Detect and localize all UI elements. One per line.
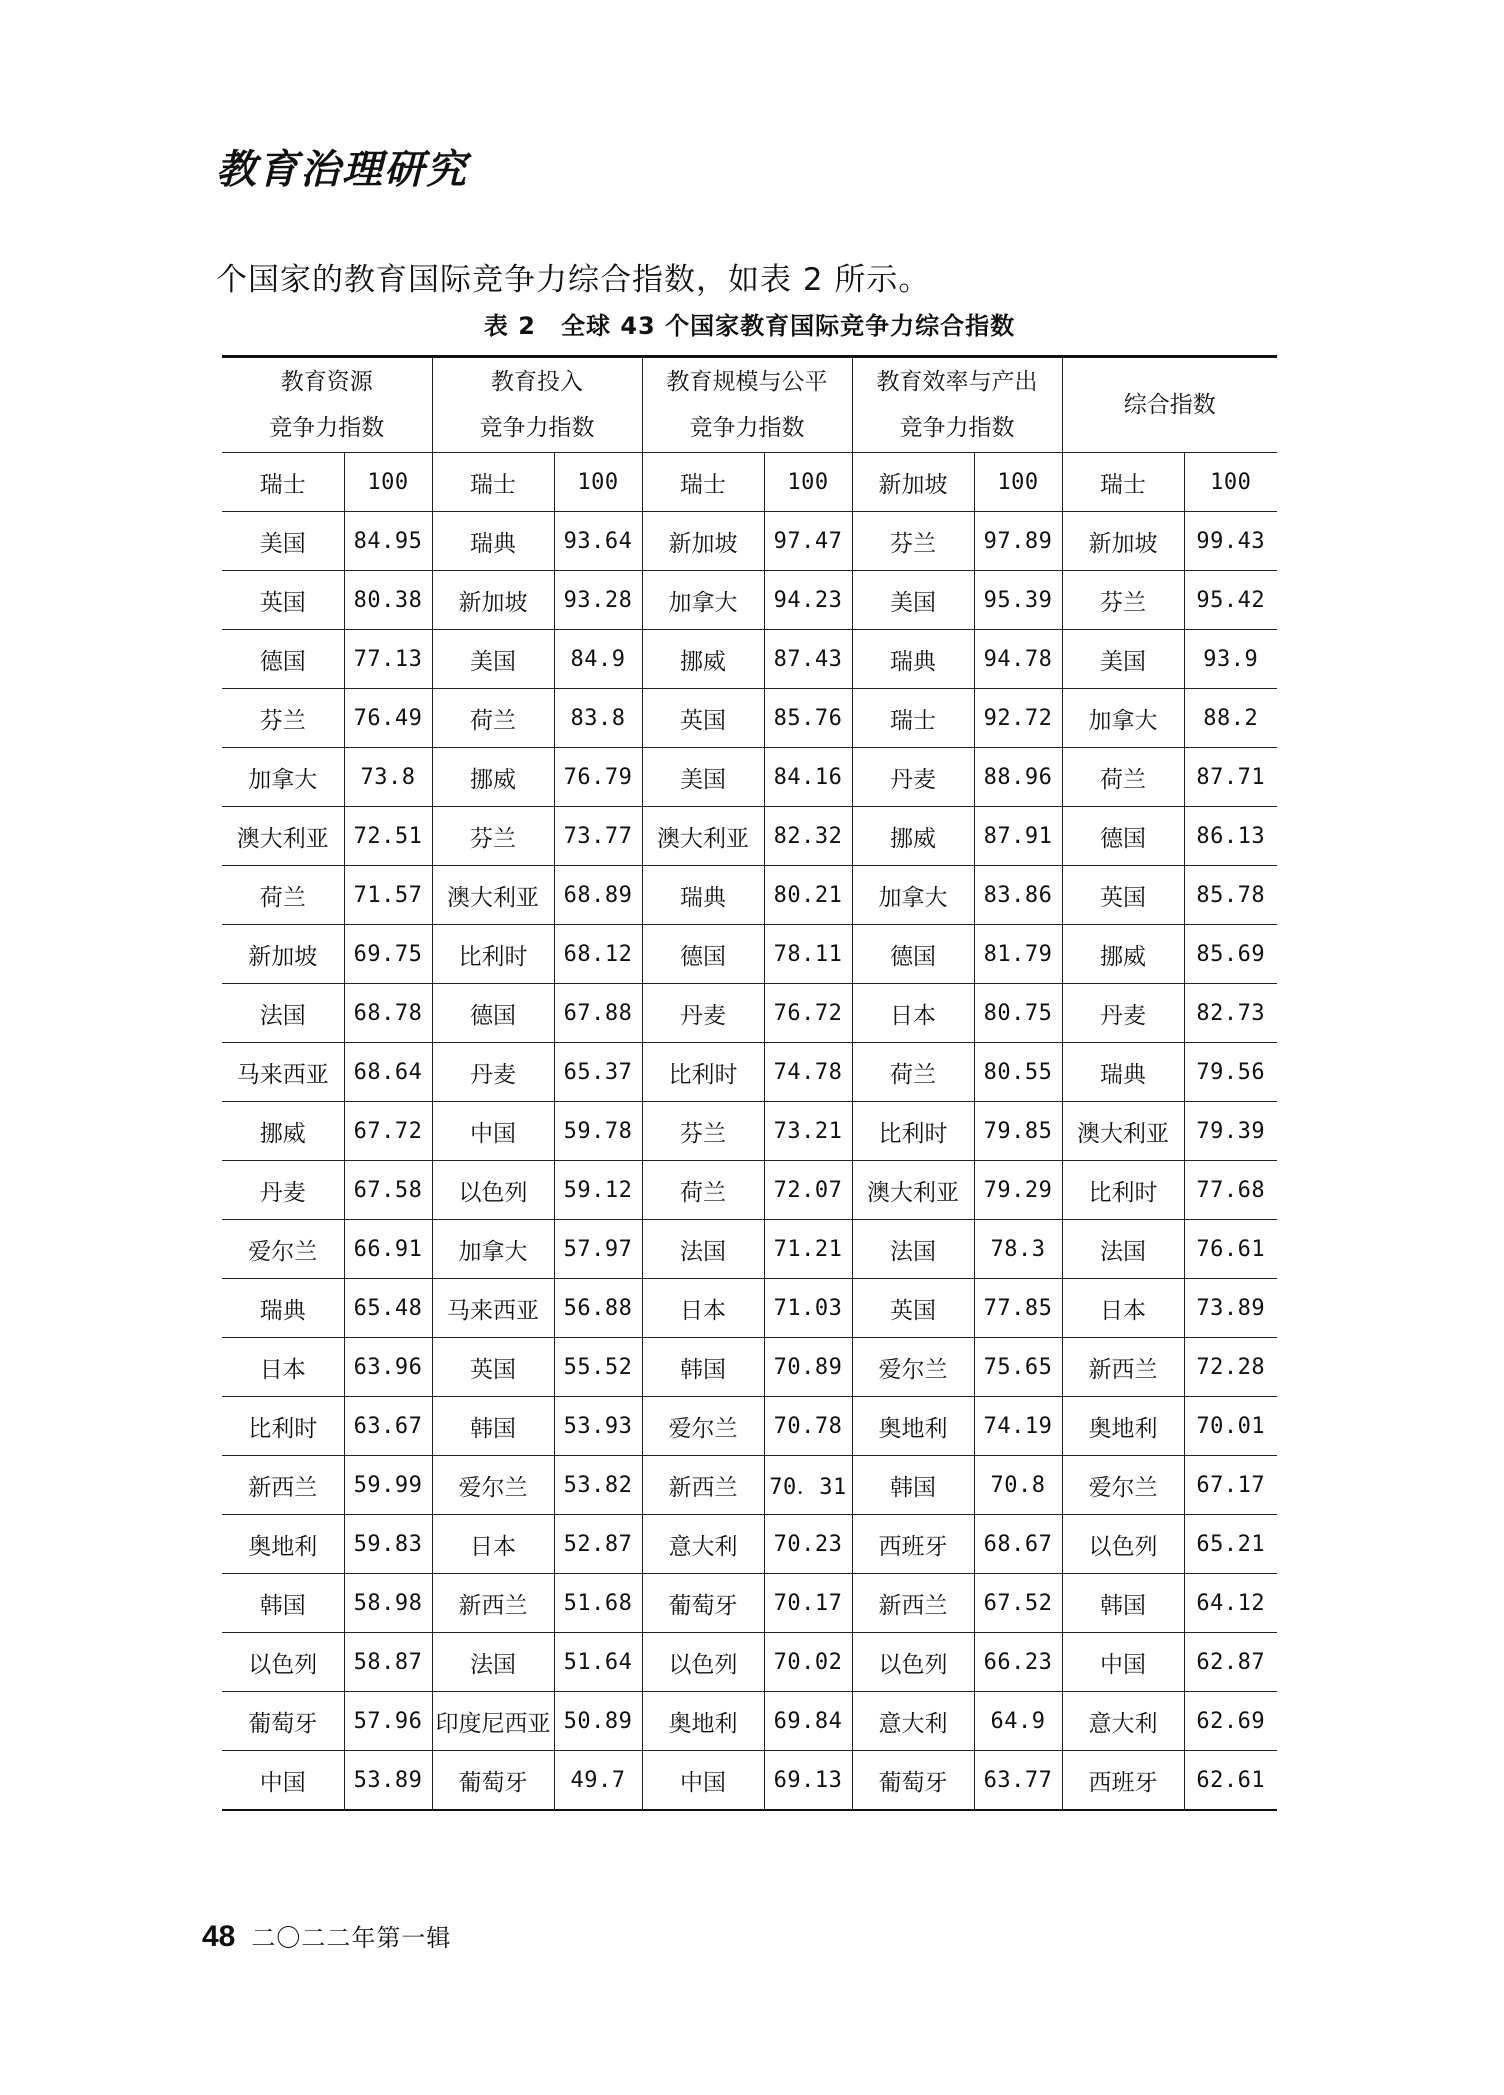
country-cell: 瑞典	[1062, 1043, 1184, 1102]
country-cell: 荷兰	[432, 689, 554, 748]
index-value-cell: 80.55	[974, 1043, 1062, 1102]
table-row	[222, 1279, 1277, 1338]
country-cell: 德国	[642, 925, 764, 984]
country-cell: 英国	[852, 1279, 974, 1338]
country-cell: 新西兰	[852, 1574, 974, 1633]
country-cell: 荷兰	[642, 1161, 764, 1220]
index-value-cell: 71.03	[764, 1279, 852, 1338]
column-header-line: 教育资源	[280, 369, 373, 395]
country-cell: 加拿大	[1062, 689, 1184, 748]
country-cell: 韩国	[852, 1456, 974, 1515]
country-cell: 比利时	[852, 1102, 974, 1161]
country-cell: 以色列	[852, 1633, 974, 1692]
country-cell: 澳大利亚	[852, 1161, 974, 1220]
index-value-cell: 64.9	[974, 1692, 1062, 1751]
country-cell: 以色列	[642, 1633, 764, 1692]
country-cell: 马来西亚	[432, 1279, 554, 1338]
index-value-cell: 67.52	[974, 1574, 1062, 1633]
index-value-cell: 62.87	[1184, 1633, 1277, 1692]
index-value-cell: 77.68	[1184, 1161, 1277, 1220]
index-value-cell: 83.8	[554, 689, 642, 748]
index-value-cell: 63.67	[344, 1397, 432, 1456]
index-value-cell: 64.12	[1184, 1574, 1277, 1633]
country-cell: 新加坡	[1062, 512, 1184, 571]
index-value-cell: 59.99	[344, 1456, 432, 1515]
index-value-cell: 72.07	[764, 1161, 852, 1220]
index-value-cell: 82.32	[764, 807, 852, 866]
country-cell: 芬兰	[1062, 571, 1184, 630]
column-header	[642, 357, 852, 453]
table-row	[222, 1692, 1277, 1751]
country-cell: 瑞典	[642, 866, 764, 925]
index-value-cell: 88.2	[1184, 689, 1277, 748]
country-cell: 德国	[1062, 807, 1184, 866]
index-value-cell: 73.77	[554, 807, 642, 866]
index-value-cell: 79.39	[1184, 1102, 1277, 1161]
index-value-cell: 84.16	[764, 748, 852, 807]
table-row	[222, 1397, 1277, 1456]
country-cell: 澳大利亚	[1062, 1102, 1184, 1161]
country-cell: 日本	[222, 1338, 344, 1397]
table-row	[222, 630, 1277, 689]
country-cell: 荷兰	[222, 866, 344, 925]
country-cell: 芬兰	[222, 689, 344, 748]
country-cell: 法国	[432, 1633, 554, 1692]
index-value-cell: 58.87	[344, 1633, 432, 1692]
index-value-cell: 84.9	[554, 630, 642, 689]
column-header-line: 教育效率与产出	[876, 369, 1038, 395]
index-value-cell: 50.89	[554, 1692, 642, 1751]
country-cell: 挪威	[222, 1102, 344, 1161]
index-value-cell: 100	[554, 453, 642, 512]
country-cell: 新加坡	[642, 512, 764, 571]
country-cell: 瑞典	[852, 630, 974, 689]
country-cell: 瑞士	[1062, 453, 1184, 512]
index-value-cell: 58.98	[344, 1574, 432, 1633]
country-cell: 奥地利	[852, 1397, 974, 1456]
index-value-cell: 69.84	[764, 1692, 852, 1751]
index-value-cell: 87.43	[764, 630, 852, 689]
country-cell: 瑞士	[222, 453, 344, 512]
index-value-cell: 57.96	[344, 1692, 432, 1751]
index-value-cell: 80.38	[344, 571, 432, 630]
index-value-cell: 59.12	[554, 1161, 642, 1220]
column-header	[1062, 357, 1277, 453]
index-value-cell: 73.8	[344, 748, 432, 807]
country-cell: 葡萄牙	[432, 1751, 554, 1811]
country-cell: 澳大利亚	[432, 866, 554, 925]
country-cell: 新西兰	[642, 1456, 764, 1515]
country-cell: 日本	[642, 1279, 764, 1338]
index-value-cell: 63.96	[344, 1338, 432, 1397]
country-cell: 奥地利	[1062, 1397, 1184, 1456]
index-value-cell: 62.61	[1184, 1751, 1277, 1811]
index-value-cell: 75.65	[974, 1338, 1062, 1397]
index-value-cell: 68.78	[344, 984, 432, 1043]
column-header-line: 教育规模与公平	[666, 369, 828, 395]
index-value-cell: 99.43	[1184, 512, 1277, 571]
country-cell: 澳大利亚	[222, 807, 344, 866]
index-value-cell: 80.21	[764, 866, 852, 925]
country-cell: 以色列	[1062, 1515, 1184, 1574]
index-value-cell: 71.21	[764, 1220, 852, 1279]
column-header-line: 竞争力指数	[269, 415, 385, 441]
table-row	[222, 1102, 1277, 1161]
country-cell: 日本	[1062, 1279, 1184, 1338]
index-value-cell: 72.28	[1184, 1338, 1277, 1397]
country-cell: 葡萄牙	[852, 1751, 974, 1811]
country-cell: 丹麦	[432, 1043, 554, 1102]
index-value-cell: 76.49	[344, 689, 432, 748]
country-cell: 芬兰	[852, 512, 974, 571]
country-cell: 美国	[1062, 630, 1184, 689]
index-value-cell: 93.64	[554, 512, 642, 571]
index-value-cell: 74.19	[974, 1397, 1062, 1456]
index-value-cell: 59.78	[554, 1102, 642, 1161]
country-cell: 美国	[642, 748, 764, 807]
index-value-cell: 67.17	[1184, 1456, 1277, 1515]
country-cell: 挪威	[642, 630, 764, 689]
index-value-cell: 59.83	[344, 1515, 432, 1574]
country-cell: 澳大利亚	[642, 807, 764, 866]
table-row	[222, 689, 1277, 748]
country-cell: 芬兰	[642, 1102, 764, 1161]
index-value-cell: 69.13	[764, 1751, 852, 1811]
country-cell: 荷兰	[1062, 748, 1184, 807]
country-cell: 法国	[642, 1220, 764, 1279]
country-cell: 爱尔兰	[432, 1456, 554, 1515]
country-cell: 马来西亚	[222, 1043, 344, 1102]
index-value-cell: 80.75	[974, 984, 1062, 1043]
country-cell: 新加坡	[222, 925, 344, 984]
country-cell: 爱尔兰	[642, 1397, 764, 1456]
country-cell: 意大利	[852, 1692, 974, 1751]
index-value-cell: 100	[764, 453, 852, 512]
index-value-cell: 87.71	[1184, 748, 1277, 807]
country-cell: 比利时	[1062, 1161, 1184, 1220]
table-caption: 表 2 全球 43 个国家教育国际竞争力综合指数	[483, 312, 1016, 340]
index-value-cell: 92.72	[974, 689, 1062, 748]
table-row	[222, 1751, 1277, 1811]
index-value-cell: 85.69	[1184, 925, 1277, 984]
index-value-cell: 65.37	[554, 1043, 642, 1102]
index-value-cell: 73.21	[764, 1102, 852, 1161]
country-cell: 英国	[222, 571, 344, 630]
index-value-cell: 76.61	[1184, 1220, 1277, 1279]
index-value-cell: 70.78	[764, 1397, 852, 1456]
table-row	[222, 866, 1277, 925]
table-row	[222, 1043, 1277, 1102]
index-value-cell: 94.78	[974, 630, 1062, 689]
country-cell: 意大利	[1062, 1692, 1184, 1751]
country-cell: 加拿大	[642, 571, 764, 630]
country-cell: 日本	[852, 984, 974, 1043]
index-value-cell: 53.93	[554, 1397, 642, 1456]
index-value-cell: 51.68	[554, 1574, 642, 1633]
country-cell: 加拿大	[852, 866, 974, 925]
index-value-cell: 93.28	[554, 571, 642, 630]
index-value-cell: 81.79	[974, 925, 1062, 984]
column-header-line: 竞争力指数	[899, 415, 1015, 441]
country-cell: 德国	[852, 925, 974, 984]
country-cell: 法国	[852, 1220, 974, 1279]
country-cell: 加拿大	[432, 1220, 554, 1279]
country-cell: 挪威	[432, 748, 554, 807]
country-cell: 比利时	[642, 1043, 764, 1102]
index-value-cell: 66.91	[344, 1220, 432, 1279]
index-value-cell: 65.48	[344, 1279, 432, 1338]
index-value-cell: 70.23	[764, 1515, 852, 1574]
table-row	[222, 1515, 1277, 1574]
country-cell: 新西兰	[1062, 1338, 1184, 1397]
country-cell: 芬兰	[432, 807, 554, 866]
country-cell: 中国	[1062, 1633, 1184, 1692]
country-cell: 印度尼西亚	[432, 1692, 554, 1751]
index-value-cell: 70.02	[764, 1633, 852, 1692]
index-value-cell: 87.91	[974, 807, 1062, 866]
index-value-cell: 51.64	[554, 1633, 642, 1692]
country-cell: 瑞士	[852, 689, 974, 748]
table-row	[222, 1338, 1277, 1397]
index-value-cell: 77.13	[344, 630, 432, 689]
country-cell: 丹麦	[642, 984, 764, 1043]
table-row	[222, 453, 1277, 512]
page-number: 48	[202, 1920, 236, 1953]
country-cell: 法国	[222, 984, 344, 1043]
country-cell: 新加坡	[852, 453, 974, 512]
country-cell: 中国	[222, 1751, 344, 1811]
index-value-cell: 63.77	[974, 1751, 1062, 1811]
table-row	[222, 1161, 1277, 1220]
index-value-cell: 85.76	[764, 689, 852, 748]
index-value-cell: 70.89	[764, 1338, 852, 1397]
country-cell: 中国	[432, 1102, 554, 1161]
index-value-cell: 79.85	[974, 1102, 1062, 1161]
country-cell: 韩国	[222, 1574, 344, 1633]
column-header-line: 竞争力指数	[689, 415, 805, 441]
index-value-cell: 78.3	[974, 1220, 1062, 1279]
index-value-cell: 68.89	[554, 866, 642, 925]
index-value-cell: 97.47	[764, 512, 852, 571]
country-cell: 奥地利	[642, 1692, 764, 1751]
index-value-cell: 52.87	[554, 1515, 642, 1574]
column-header-line: 综合指数	[1123, 392, 1216, 418]
index-value-cell: 70.17	[764, 1574, 852, 1633]
index-value-cell: 88.96	[974, 748, 1062, 807]
index-value-cell: 94.23	[764, 571, 852, 630]
index-value-cell: 84.95	[344, 512, 432, 571]
country-cell: 美国	[432, 630, 554, 689]
country-cell: 瑞典	[222, 1279, 344, 1338]
country-cell: 中国	[642, 1751, 764, 1811]
index-value-cell: 62.69	[1184, 1692, 1277, 1751]
index-value-cell: 67.72	[344, 1102, 432, 1161]
index-value-cell: 97.89	[974, 512, 1062, 571]
country-cell: 西班牙	[852, 1515, 974, 1574]
issue-label: 二〇二二年第一辑	[251, 1924, 452, 1952]
country-cell: 爱尔兰	[852, 1338, 974, 1397]
country-cell: 荷兰	[852, 1043, 974, 1102]
index-value-cell: 57.97	[554, 1220, 642, 1279]
column-header	[432, 357, 642, 453]
index-value-cell: 95.39	[974, 571, 1062, 630]
table-row	[222, 925, 1277, 984]
country-cell: 意大利	[642, 1515, 764, 1574]
country-cell: 爱尔兰	[1062, 1456, 1184, 1515]
country-cell: 新西兰	[432, 1574, 554, 1633]
index-value-cell: 100	[974, 453, 1062, 512]
table-body	[222, 357, 1277, 1811]
column-header-line: 教育投入	[491, 369, 583, 395]
index-value-cell: 70.01	[1184, 1397, 1277, 1456]
index-value-cell: 93.9	[1184, 630, 1277, 689]
index-value-cell: 72.51	[344, 807, 432, 866]
country-cell: 英国	[432, 1338, 554, 1397]
country-cell: 丹麦	[852, 748, 974, 807]
country-cell: 葡萄牙	[642, 1574, 764, 1633]
table-row	[222, 512, 1277, 571]
index-value-cell: 74.78	[764, 1043, 852, 1102]
index-value-cell: 100	[344, 453, 432, 512]
index-value-cell: 67.88	[554, 984, 642, 1043]
country-cell: 比利时	[432, 925, 554, 984]
index-value-cell: 77.85	[974, 1279, 1062, 1338]
index-value-cell: 68.12	[554, 925, 642, 984]
country-cell: 瑞典	[432, 512, 554, 571]
table-row	[222, 984, 1277, 1043]
country-cell: 挪威	[852, 807, 974, 866]
country-cell: 挪威	[1062, 925, 1184, 984]
header-row	[222, 357, 1277, 453]
country-cell: 美国	[852, 571, 974, 630]
index-value-cell: 85.78	[1184, 866, 1277, 925]
table-row	[222, 1574, 1277, 1633]
competitiveness-table	[222, 355, 1277, 1811]
index-value-cell: 67.58	[344, 1161, 432, 1220]
index-value-cell: 53.89	[344, 1751, 432, 1811]
table-row	[222, 748, 1277, 807]
country-cell: 丹麦	[1062, 984, 1184, 1043]
country-cell: 瑞士	[432, 453, 554, 512]
index-value-cell: 71.57	[344, 866, 432, 925]
country-cell: 法国	[1062, 1220, 1184, 1279]
column-header-line: 竞争力指数	[479, 415, 595, 441]
index-value-cell: 83.86	[974, 866, 1062, 925]
country-cell: 加拿大	[222, 748, 344, 807]
country-cell: 奥地利	[222, 1515, 344, 1574]
index-value-cell: 69.75	[344, 925, 432, 984]
index-value-cell: 70.8	[974, 1456, 1062, 1515]
index-value-cell: 76.72	[764, 984, 852, 1043]
country-cell: 爱尔兰	[222, 1220, 344, 1279]
country-cell: 新西兰	[222, 1456, 344, 1515]
page-footer	[202, 1918, 451, 1954]
country-cell: 韩国	[1062, 1574, 1184, 1633]
index-value-cell: 49.7	[554, 1751, 642, 1811]
index-value-cell: 70．31	[764, 1456, 852, 1515]
index-value-cell: 68.64	[344, 1043, 432, 1102]
index-value-cell: 65.21	[1184, 1515, 1277, 1574]
index-value-cell: 66.23	[974, 1633, 1062, 1692]
index-value-cell: 73.89	[1184, 1279, 1277, 1338]
intro-text: 个国家的教育国际竞争力综合指数，如表 2 所示。	[216, 262, 931, 298]
index-value-cell: 76.79	[554, 748, 642, 807]
column-header	[222, 357, 432, 453]
index-value-cell: 95.42	[1184, 571, 1277, 630]
index-value-cell: 82.73	[1184, 984, 1277, 1043]
country-cell: 西班牙	[1062, 1751, 1184, 1811]
country-cell: 新加坡	[432, 571, 554, 630]
country-cell: 德国	[432, 984, 554, 1043]
index-value-cell: 68.67	[974, 1515, 1062, 1574]
country-cell: 瑞士	[642, 453, 764, 512]
country-cell: 英国	[1062, 866, 1184, 925]
index-value-cell: 79.29	[974, 1161, 1062, 1220]
country-cell: 以色列	[432, 1161, 554, 1220]
country-cell: 韩国	[642, 1338, 764, 1397]
index-value-cell: 53.82	[554, 1456, 642, 1515]
country-cell: 日本	[432, 1515, 554, 1574]
country-cell: 美国	[222, 512, 344, 571]
table-row	[222, 807, 1277, 866]
table-row	[222, 1633, 1277, 1692]
country-cell: 德国	[222, 630, 344, 689]
country-cell: 英国	[642, 689, 764, 748]
index-value-cell: 79.56	[1184, 1043, 1277, 1102]
table-row	[222, 1220, 1277, 1279]
country-cell: 丹麦	[222, 1161, 344, 1220]
index-value-cell: 55.52	[554, 1338, 642, 1397]
table-row	[222, 571, 1277, 630]
table-row	[222, 1456, 1277, 1515]
index-value-cell: 86.13	[1184, 807, 1277, 866]
column-header	[852, 357, 1062, 453]
index-value-cell: 56.88	[554, 1279, 642, 1338]
country-cell: 以色列	[222, 1633, 344, 1692]
country-cell: 韩国	[432, 1397, 554, 1456]
index-value-cell: 78.11	[764, 925, 852, 984]
country-cell: 葡萄牙	[222, 1692, 344, 1751]
journal-title: 教育治理研究	[216, 146, 468, 193]
country-cell: 比利时	[222, 1397, 344, 1456]
index-value-cell: 100	[1184, 453, 1277, 512]
